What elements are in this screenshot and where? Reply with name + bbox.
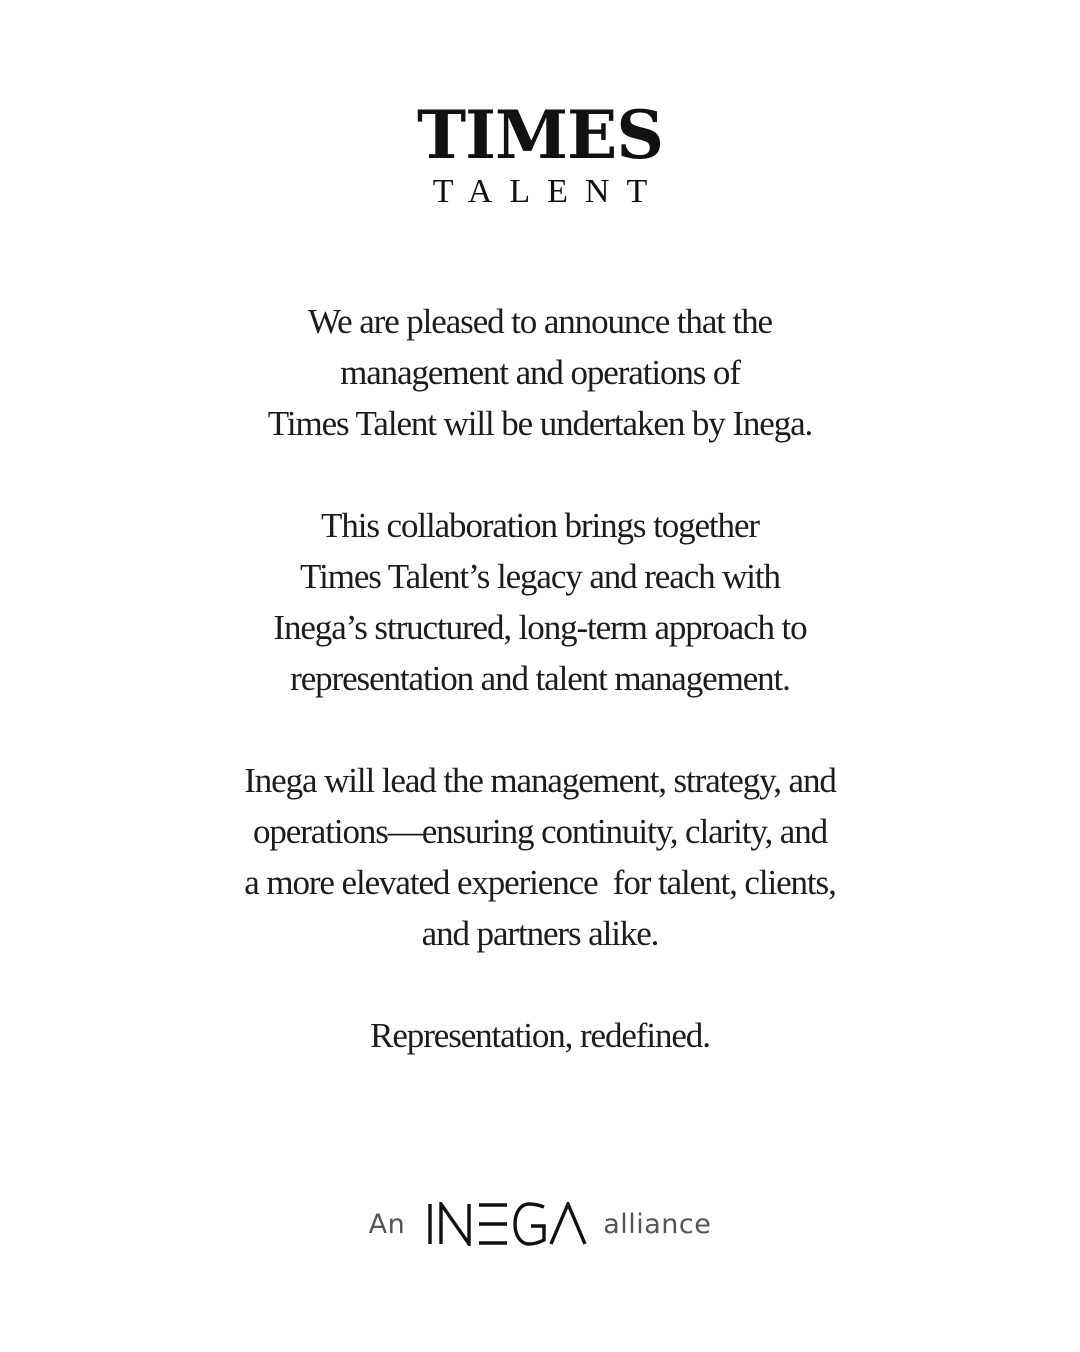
text-line: a more elevated experience for talent, clients, bbox=[244, 863, 836, 902]
paragraph-3 bbox=[0, 755, 1080, 959]
tagline: Representation, redefined. bbox=[370, 1016, 710, 1055]
text-line: This collaboration brings together bbox=[321, 506, 759, 545]
text-line: management and operations of bbox=[340, 353, 740, 392]
footer-prefix: An bbox=[368, 1208, 406, 1240]
alliance-footer bbox=[0, 1196, 1080, 1252]
text-line: operations—ensuring continuity, clarity, and bbox=[253, 812, 827, 851]
inega-logo bbox=[427, 1202, 587, 1246]
paragraph-1 bbox=[0, 296, 1080, 449]
announcement-body bbox=[0, 296, 1080, 1061]
logo-subtitle: TALENT bbox=[432, 173, 665, 210]
times-talent-logo bbox=[0, 96, 1080, 210]
text-line: Inega’s structured, long-term approach to bbox=[273, 608, 807, 647]
paragraph-2 bbox=[0, 500, 1080, 704]
text-line: Inega will lead the management, strategy, and bbox=[244, 761, 836, 800]
text-line: representation and talent management. bbox=[290, 659, 790, 698]
logo-title: TIMES bbox=[416, 96, 663, 174]
text-line: Times Talent will be undertaken by Inega. bbox=[267, 404, 813, 443]
text-line: Times Talent’s legacy and reach with bbox=[300, 557, 780, 596]
text-line: and partners alike. bbox=[421, 914, 659, 953]
text-line: We are pleased to announce that the bbox=[307, 302, 772, 341]
footer-suffix: alliance bbox=[603, 1208, 712, 1240]
